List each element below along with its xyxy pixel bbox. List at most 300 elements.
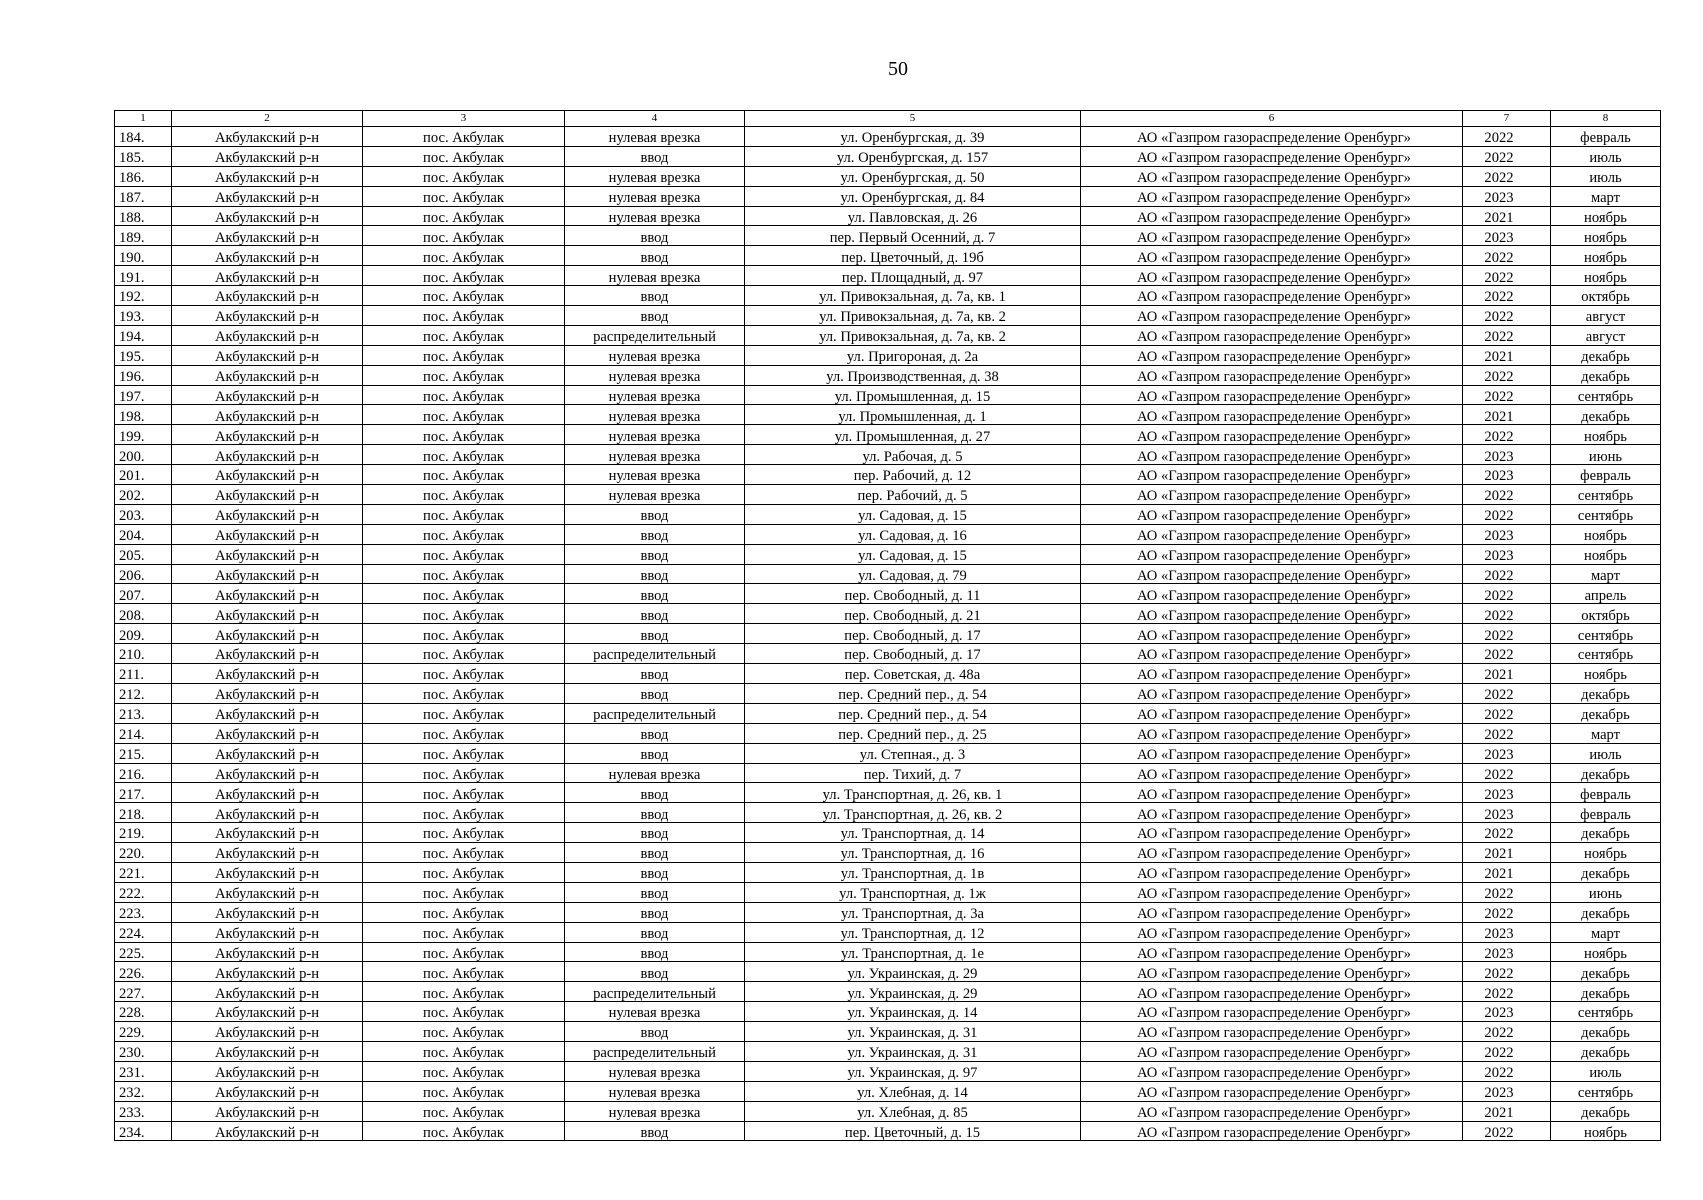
district-cell: Акбулакский р-н <box>172 325 363 345</box>
row-number-cell: 232. <box>115 1081 172 1101</box>
year-cell: 2021 <box>1463 843 1551 863</box>
address-cell: ул. Транспортная, д. 16 <box>745 843 1081 863</box>
year-cell: 2023 <box>1463 783 1551 803</box>
settlement-cell: пос. Акбулак <box>363 365 565 385</box>
settlement-cell: пос. Акбулак <box>363 246 565 266</box>
year-cell: 2021 <box>1463 664 1551 684</box>
organization-cell: АО «Газпром газораспределение Оренбург» <box>1081 763 1463 783</box>
year-cell: 2022 <box>1463 166 1551 186</box>
month-cell: ноябрь <box>1551 246 1661 266</box>
settlement-cell: пос. Акбулак <box>363 624 565 644</box>
organization-cell: АО «Газпром газораспределение Оренбург» <box>1081 922 1463 942</box>
district-cell: Акбулакский р-н <box>172 982 363 1002</box>
row-number-cell: 193. <box>115 306 172 326</box>
month-cell: ноябрь <box>1551 266 1661 286</box>
work-type-cell: ввод <box>565 226 745 246</box>
month-cell: февраль <box>1551 127 1661 147</box>
year-cell: 2023 <box>1463 445 1551 465</box>
row-number-cell: 213. <box>115 703 172 723</box>
district-cell: Акбулакский р-н <box>172 703 363 723</box>
row-number-cell: 195. <box>115 345 172 365</box>
settlement-cell: пос. Акбулак <box>363 226 565 246</box>
district-cell: Акбулакский р-н <box>172 226 363 246</box>
month-cell: октябрь <box>1551 604 1661 624</box>
address-cell: ул. Садовая, д. 16 <box>745 524 1081 544</box>
table-row <box>115 882 1661 902</box>
work-type-cell: ввод <box>565 664 745 684</box>
work-type-cell: нулевая врезка <box>565 425 745 445</box>
row-number-cell: 224. <box>115 922 172 942</box>
address-cell: пер. Площадный, д. 97 <box>745 266 1081 286</box>
address-cell: ул. Оренбургская, д. 39 <box>745 127 1081 147</box>
address-cell: пер. Цветочный, д. 15 <box>745 1121 1081 1141</box>
district-cell: Акбулакский р-н <box>172 127 363 147</box>
district-cell: Акбулакский р-н <box>172 942 363 962</box>
table-row <box>115 504 1661 524</box>
table-row <box>115 683 1661 703</box>
month-cell: декабрь <box>1551 763 1661 783</box>
work-type-cell: нулевая врезка <box>565 763 745 783</box>
district-cell: Акбулакский р-н <box>172 843 363 863</box>
work-type-cell: ввод <box>565 624 745 644</box>
year-cell: 2022 <box>1463 127 1551 147</box>
settlement-cell: пос. Акбулак <box>363 743 565 763</box>
settlement-cell: пос. Акбулак <box>363 465 565 485</box>
settlement-cell: пос. Акбулак <box>363 445 565 465</box>
table-row <box>115 1041 1661 1061</box>
work-type-cell: нулевая врезка <box>565 385 745 405</box>
settlement-cell: пос. Акбулак <box>363 127 565 147</box>
settlement-cell: пос. Акбулак <box>363 902 565 922</box>
year-cell: 2022 <box>1463 504 1551 524</box>
row-number-cell: 214. <box>115 723 172 743</box>
district-cell: Акбулакский р-н <box>172 604 363 624</box>
table-row <box>115 942 1661 962</box>
row-number-cell: 204. <box>115 524 172 544</box>
row-number-cell: 226. <box>115 962 172 982</box>
row-number-cell: 197. <box>115 385 172 405</box>
settlement-cell: пос. Акбулак <box>363 524 565 544</box>
work-type-cell: ввод <box>565 942 745 962</box>
year-cell: 2021 <box>1463 405 1551 425</box>
district-cell: Акбулакский р-н <box>172 485 363 505</box>
district-cell: Акбулакский р-н <box>172 783 363 803</box>
address-cell: ул. Садовая, д. 15 <box>745 504 1081 524</box>
table-row <box>115 385 1661 405</box>
month-cell: сентябрь <box>1551 624 1661 644</box>
organization-cell: АО «Газпром газораспределение Оренбург» <box>1081 1121 1463 1141</box>
year-cell: 2022 <box>1463 882 1551 902</box>
month-cell: декабрь <box>1551 1022 1661 1042</box>
year-cell: 2022 <box>1463 425 1551 445</box>
organization-cell: АО «Газпром газораспределение Оренбург» <box>1081 843 1463 863</box>
organization-cell: АО «Газпром газораспределение Оренбург» <box>1081 186 1463 206</box>
month-cell: ноябрь <box>1551 524 1661 544</box>
address-cell: ул. Украинская, д. 31 <box>745 1022 1081 1042</box>
month-cell: февраль <box>1551 783 1661 803</box>
table-row <box>115 445 1661 465</box>
row-number-cell: 234. <box>115 1121 172 1141</box>
year-cell: 2022 <box>1463 286 1551 306</box>
district-cell: Акбулакский р-н <box>172 206 363 226</box>
district-cell: Акбулакский р-н <box>172 664 363 684</box>
year-cell: 2022 <box>1463 584 1551 604</box>
settlement-cell: пос. Акбулак <box>363 862 565 882</box>
address-cell: ул. Промышленная, д. 1 <box>745 405 1081 425</box>
address-cell: ул. Украинская, д. 14 <box>745 1002 1081 1022</box>
table-row <box>115 1121 1661 1141</box>
month-cell: декабрь <box>1551 823 1661 843</box>
column-header: 4 <box>565 111 745 127</box>
work-type-cell: ввод <box>565 743 745 763</box>
month-cell: сентябрь <box>1551 485 1661 505</box>
month-cell: август <box>1551 306 1661 326</box>
table-row <box>115 365 1661 385</box>
column-header: 1 <box>115 111 172 127</box>
row-number-cell: 217. <box>115 783 172 803</box>
table-row <box>115 127 1661 147</box>
row-number-cell: 231. <box>115 1061 172 1081</box>
row-number-cell: 188. <box>115 206 172 226</box>
settlement-cell: пос. Акбулак <box>363 405 565 425</box>
work-type-cell: нулевая врезка <box>565 345 745 365</box>
year-cell: 2022 <box>1463 902 1551 922</box>
year-cell: 2022 <box>1463 982 1551 1002</box>
organization-cell: АО «Газпром газораспределение Оренбург» <box>1081 644 1463 664</box>
organization-cell: АО «Газпром газораспределение Оренбург» <box>1081 146 1463 166</box>
district-cell: Акбулакский р-н <box>172 385 363 405</box>
address-cell: пер. Свободный, д. 17 <box>745 624 1081 644</box>
address-cell: ул. Рабочая, д. 5 <box>745 445 1081 465</box>
year-cell: 2021 <box>1463 206 1551 226</box>
settlement-cell: пос. Акбулак <box>363 723 565 743</box>
year-cell: 2022 <box>1463 763 1551 783</box>
table-row <box>115 962 1661 982</box>
settlement-cell: пос. Акбулак <box>363 306 565 326</box>
column-header: 5 <box>745 111 1081 127</box>
address-cell: пер. Рабочий, д. 5 <box>745 485 1081 505</box>
month-cell: декабрь <box>1551 862 1661 882</box>
row-number-cell: 206. <box>115 564 172 584</box>
row-number-cell: 233. <box>115 1101 172 1121</box>
district-cell: Акбулакский р-н <box>172 1061 363 1081</box>
address-cell: пер. Советская, д. 48а <box>745 664 1081 684</box>
district-cell: Акбулакский р-н <box>172 186 363 206</box>
address-cell: ул. Пригороная, д. 2а <box>745 345 1081 365</box>
organization-cell: АО «Газпром газораспределение Оренбург» <box>1081 286 1463 306</box>
table-row <box>115 843 1661 863</box>
month-cell: ноябрь <box>1551 226 1661 246</box>
settlement-cell: пос. Акбулак <box>363 962 565 982</box>
table-row <box>115 743 1661 763</box>
column-header: 8 <box>1551 111 1661 127</box>
row-number-cell: 203. <box>115 504 172 524</box>
settlement-cell: пос. Акбулак <box>363 485 565 505</box>
row-number-cell: 212. <box>115 683 172 703</box>
address-cell: ул. Садовая, д. 15 <box>745 544 1081 564</box>
row-number-cell: 207. <box>115 584 172 604</box>
table-row <box>115 246 1661 266</box>
district-cell: Акбулакский р-н <box>172 882 363 902</box>
work-type-cell: ввод <box>565 922 745 942</box>
table-row <box>115 286 1661 306</box>
table-row <box>115 624 1661 644</box>
table-row <box>115 922 1661 942</box>
district-cell: Акбулакский р-н <box>172 743 363 763</box>
row-number-cell: 215. <box>115 743 172 763</box>
work-type-cell: нулевая врезка <box>565 365 745 385</box>
work-type-cell: ввод <box>565 544 745 564</box>
district-cell: Акбулакский р-н <box>172 723 363 743</box>
row-number-cell: 208. <box>115 604 172 624</box>
table-body <box>115 127 1661 1141</box>
address-cell: пер. Рабочий, д. 12 <box>745 465 1081 485</box>
organization-cell: АО «Газпром газораспределение Оренбург» <box>1081 306 1463 326</box>
organization-cell: АО «Газпром газораспределение Оренбург» <box>1081 982 1463 1002</box>
settlement-cell: пос. Акбулак <box>363 266 565 286</box>
year-cell: 2022 <box>1463 306 1551 326</box>
work-type-cell: нулевая врезка <box>565 1081 745 1101</box>
settlement-cell: пос. Акбулак <box>363 206 565 226</box>
settlement-cell: пос. Акбулак <box>363 843 565 863</box>
work-type-cell: ввод <box>565 604 745 624</box>
work-type-cell: нулевая врезка <box>565 1002 745 1022</box>
district-cell: Акбулакский р-н <box>172 1101 363 1121</box>
address-cell: пер. Средний пер., д. 25 <box>745 723 1081 743</box>
settlement-cell: пос. Акбулак <box>363 146 565 166</box>
address-cell: ул. Хлебная, д. 14 <box>745 1081 1081 1101</box>
table-row <box>115 166 1661 186</box>
work-type-cell: ввод <box>565 723 745 743</box>
settlement-cell: пос. Акбулак <box>363 186 565 206</box>
year-cell: 2022 <box>1463 1041 1551 1061</box>
address-cell: пер. Свободный, д. 21 <box>745 604 1081 624</box>
work-type-cell: ввод <box>565 286 745 306</box>
column-header: 3 <box>363 111 565 127</box>
settlement-cell: пос. Акбулак <box>363 166 565 186</box>
month-cell: декабрь <box>1551 703 1661 723</box>
work-type-cell: распределительный <box>565 703 745 723</box>
organization-cell: АО «Газпром газораспределение Оренбург» <box>1081 823 1463 843</box>
district-cell: Акбулакский р-н <box>172 902 363 922</box>
row-number-cell: 198. <box>115 405 172 425</box>
address-cell: ул. Украинская, д. 97 <box>745 1061 1081 1081</box>
organization-cell: АО «Газпром газораспределение Оренбург» <box>1081 266 1463 286</box>
settlement-cell: пос. Акбулак <box>363 683 565 703</box>
table-row <box>115 1061 1661 1081</box>
table-row <box>115 783 1661 803</box>
table-row <box>115 584 1661 604</box>
settlement-cell: пос. Акбулак <box>363 1022 565 1042</box>
table-row <box>115 485 1661 505</box>
table-row <box>115 823 1661 843</box>
month-cell: февраль <box>1551 465 1661 485</box>
month-cell: март <box>1551 723 1661 743</box>
year-cell: 2023 <box>1463 544 1551 564</box>
row-number-cell: 219. <box>115 823 172 843</box>
row-number-cell: 210. <box>115 644 172 664</box>
table-row <box>115 902 1661 922</box>
year-cell: 2023 <box>1463 186 1551 206</box>
month-cell: сентябрь <box>1551 644 1661 664</box>
address-cell: ул. Привокзальная, д. 7а, кв. 2 <box>745 306 1081 326</box>
settlement-cell: пос. Акбулак <box>363 1041 565 1061</box>
organization-cell: АО «Газпром газораспределение Оренбург» <box>1081 405 1463 425</box>
month-cell: ноябрь <box>1551 843 1661 863</box>
work-type-cell: ввод <box>565 564 745 584</box>
work-type-cell: ввод <box>565 146 745 166</box>
work-type-cell: ввод <box>565 862 745 882</box>
row-number-cell: 218. <box>115 803 172 823</box>
year-cell: 2022 <box>1463 485 1551 505</box>
year-cell: 2022 <box>1463 1061 1551 1081</box>
organization-cell: АО «Газпром газораспределение Оренбург» <box>1081 485 1463 505</box>
year-cell: 2023 <box>1463 226 1551 246</box>
district-cell: Акбулакский р-н <box>172 1041 363 1061</box>
work-type-cell: ввод <box>565 683 745 703</box>
month-cell: июль <box>1551 743 1661 763</box>
year-cell: 2022 <box>1463 564 1551 584</box>
table-row <box>115 604 1661 624</box>
month-cell: июль <box>1551 146 1661 166</box>
row-number-cell: 199. <box>115 425 172 445</box>
settlement-cell: пос. Акбулак <box>363 982 565 1002</box>
column-header: 6 <box>1081 111 1463 127</box>
organization-cell: АО «Газпром газораспределение Оренбург» <box>1081 445 1463 465</box>
month-cell: сентябрь <box>1551 1081 1661 1101</box>
address-cell: ул. Транспортная, д. 1ж <box>745 882 1081 902</box>
row-number-cell: 222. <box>115 882 172 902</box>
month-cell: октябрь <box>1551 286 1661 306</box>
year-cell: 2022 <box>1463 246 1551 266</box>
year-cell: 2022 <box>1463 1121 1551 1141</box>
organization-cell: АО «Газпром газораспределение Оренбург» <box>1081 425 1463 445</box>
column-header: 7 <box>1463 111 1551 127</box>
month-cell: декабрь <box>1551 1101 1661 1121</box>
year-cell: 2021 <box>1463 1101 1551 1121</box>
settlement-cell: пос. Акбулак <box>363 763 565 783</box>
month-cell: декабрь <box>1551 405 1661 425</box>
table-row <box>115 226 1661 246</box>
column-header: 2 <box>172 111 363 127</box>
address-cell: ул. Павловская, д. 26 <box>745 206 1081 226</box>
district-cell: Акбулакский р-н <box>172 564 363 584</box>
organization-cell: АО «Газпром газораспределение Оренбург» <box>1081 385 1463 405</box>
work-type-cell: ввод <box>565 504 745 524</box>
work-type-cell: ввод <box>565 306 745 326</box>
settlement-cell: пос. Акбулак <box>363 942 565 962</box>
row-number-cell: 211. <box>115 664 172 684</box>
row-number-cell: 194. <box>115 325 172 345</box>
page-number: 50 <box>888 58 908 80</box>
table-row <box>115 544 1661 564</box>
year-cell: 2021 <box>1463 345 1551 365</box>
row-number-cell: 196. <box>115 365 172 385</box>
table-row <box>115 1081 1661 1101</box>
organization-cell: АО «Газпром газораспределение Оренбург» <box>1081 584 1463 604</box>
district-cell: Акбулакский р-н <box>172 504 363 524</box>
year-cell: 2022 <box>1463 644 1551 664</box>
settlement-cell: пос. Акбулак <box>363 564 565 584</box>
settlement-cell: пос. Акбулак <box>363 783 565 803</box>
organization-cell: АО «Газпром газораспределение Оренбург» <box>1081 743 1463 763</box>
year-cell: 2022 <box>1463 325 1551 345</box>
month-cell: сентябрь <box>1551 504 1661 524</box>
work-type-cell: ввод <box>565 962 745 982</box>
settlement-cell: пос. Акбулак <box>363 425 565 445</box>
gasification-table <box>114 110 1661 1141</box>
month-cell: декабрь <box>1551 365 1661 385</box>
month-cell: июль <box>1551 166 1661 186</box>
district-cell: Акбулакский р-н <box>172 922 363 942</box>
table-row <box>115 524 1661 544</box>
district-cell: Акбулакский р-н <box>172 146 363 166</box>
address-cell: ул. Промышленная, д. 15 <box>745 385 1081 405</box>
organization-cell: АО «Газпром газораспределение Оренбург» <box>1081 544 1463 564</box>
year-cell: 2022 <box>1463 266 1551 286</box>
year-cell: 2021 <box>1463 862 1551 882</box>
address-cell: ул. Украинская, д. 29 <box>745 982 1081 1002</box>
organization-cell: АО «Газпром газораспределение Оренбург» <box>1081 206 1463 226</box>
settlement-cell: пос. Акбулак <box>363 882 565 902</box>
address-cell: пер. Тихий, д. 7 <box>745 763 1081 783</box>
district-cell: Акбулакский р-н <box>172 803 363 823</box>
organization-cell: АО «Газпром газораспределение Оренбург» <box>1081 803 1463 823</box>
organization-cell: АО «Газпром газораспределение Оренбург» <box>1081 246 1463 266</box>
row-number-cell: 202. <box>115 485 172 505</box>
address-cell: ул. Украинская, д. 31 <box>745 1041 1081 1061</box>
month-cell: декабрь <box>1551 982 1661 1002</box>
organization-cell: АО «Газпром газораспределение Оренбург» <box>1081 942 1463 962</box>
year-cell: 2022 <box>1463 823 1551 843</box>
table-row <box>115 862 1661 882</box>
district-cell: Акбулакский р-н <box>172 962 363 982</box>
organization-cell: АО «Газпром газораспределение Оренбург» <box>1081 683 1463 703</box>
month-cell: ноябрь <box>1551 664 1661 684</box>
organization-cell: АО «Газпром газораспределение Оренбург» <box>1081 882 1463 902</box>
row-number-cell: 200. <box>115 445 172 465</box>
settlement-cell: пос. Акбулак <box>363 664 565 684</box>
organization-cell: АО «Газпром газораспределение Оренбург» <box>1081 1002 1463 1022</box>
month-cell: июнь <box>1551 445 1661 465</box>
organization-cell: АО «Газпром газораспределение Оренбург» <box>1081 127 1463 147</box>
settlement-cell: пос. Акбулак <box>363 345 565 365</box>
organization-cell: АО «Газпром газораспределение Оренбург» <box>1081 664 1463 684</box>
month-cell: март <box>1551 564 1661 584</box>
month-cell: декабрь <box>1551 683 1661 703</box>
year-cell: 2023 <box>1463 1002 1551 1022</box>
month-cell: ноябрь <box>1551 544 1661 564</box>
district-cell: Акбулакский р-н <box>172 1081 363 1101</box>
row-number-cell: 205. <box>115 544 172 564</box>
organization-cell: АО «Газпром газораспределение Оренбург» <box>1081 723 1463 743</box>
district-cell: Акбулакский р-н <box>172 683 363 703</box>
month-cell: декабрь <box>1551 345 1661 365</box>
district-cell: Акбулакский р-н <box>172 584 363 604</box>
organization-cell: АО «Газпром газораспределение Оренбург» <box>1081 226 1463 246</box>
organization-cell: АО «Газпром газораспределение Оренбург» <box>1081 902 1463 922</box>
row-number-cell: 186. <box>115 166 172 186</box>
year-cell: 2022 <box>1463 365 1551 385</box>
settlement-cell: пос. Акбулак <box>363 1081 565 1101</box>
settlement-cell: пос. Акбулак <box>363 703 565 723</box>
work-type-cell: ввод <box>565 882 745 902</box>
table-row <box>115 345 1661 365</box>
work-type-cell: нулевая врезка <box>565 405 745 425</box>
table-row <box>115 146 1661 166</box>
month-cell: март <box>1551 186 1661 206</box>
table-row <box>115 1022 1661 1042</box>
